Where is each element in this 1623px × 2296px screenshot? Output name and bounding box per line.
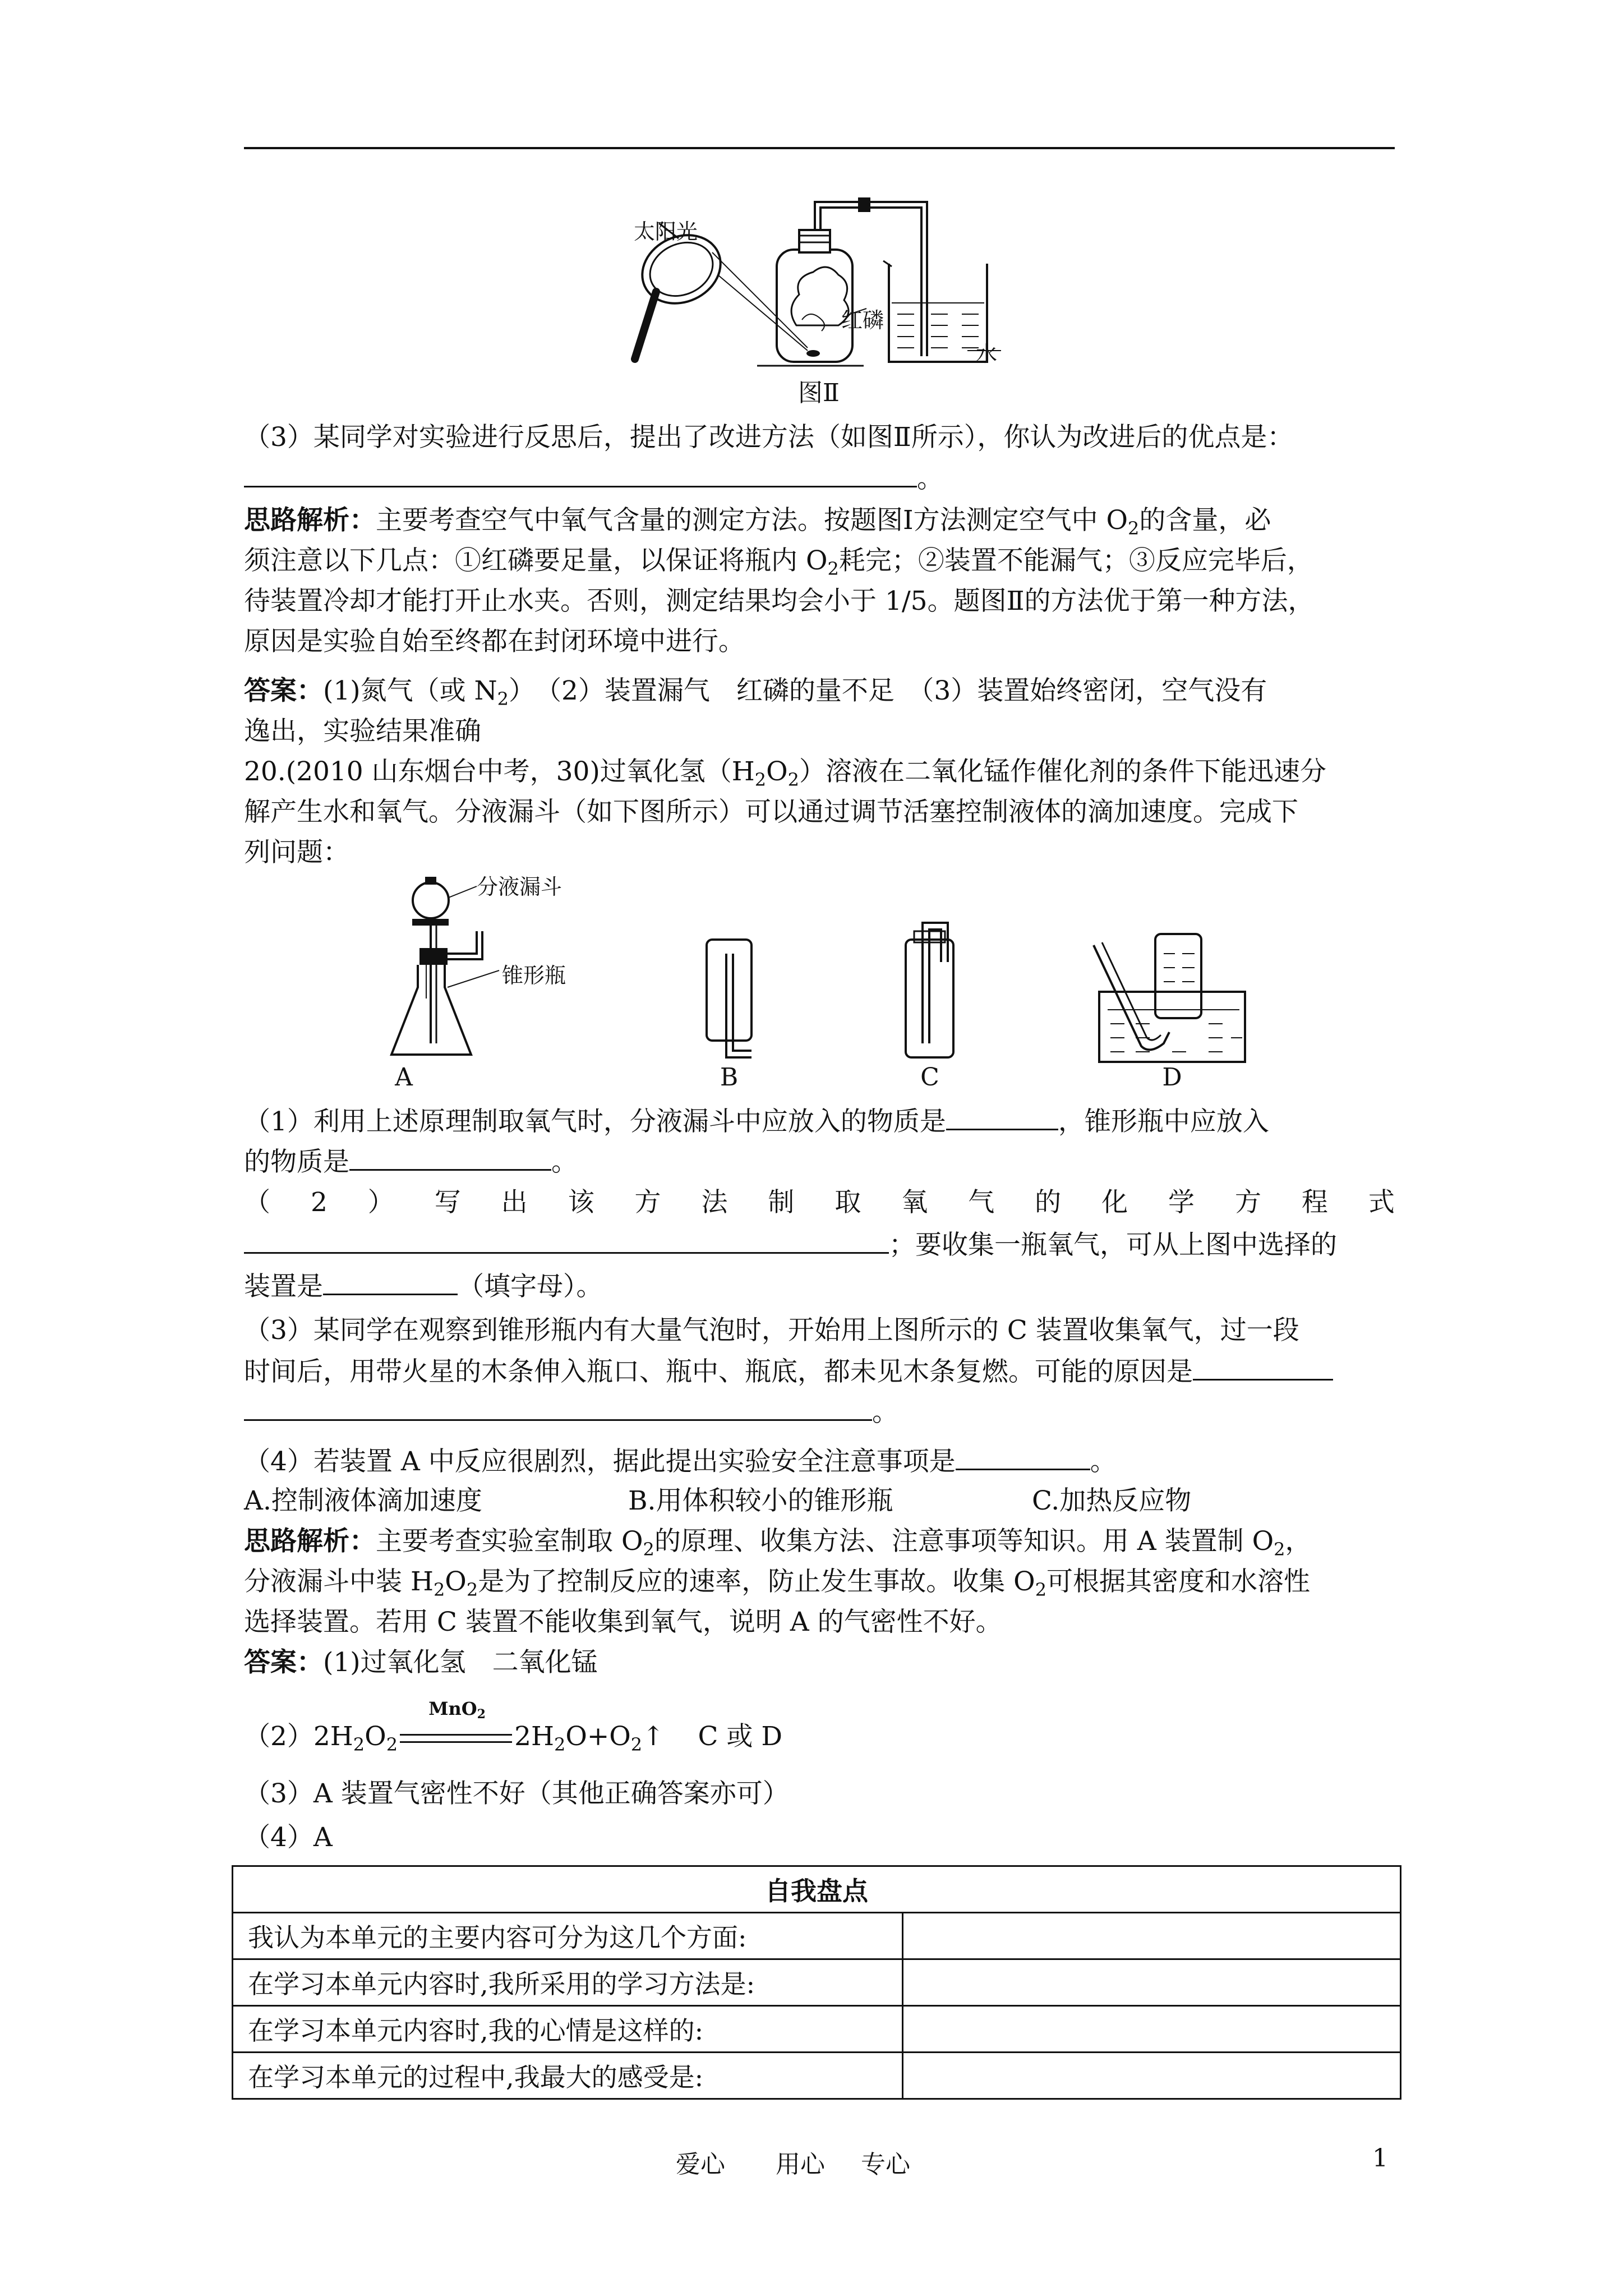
period: 。: [872, 1397, 898, 1428]
analysis-text: 耗完；②装置不能漏气；③反应完毕后，: [838, 545, 1313, 576]
question-text: 装置是: [244, 1271, 323, 1302]
subscript: 2: [827, 558, 839, 579]
q20-1-line-2: [244, 1141, 1395, 1182]
funnel-label: 分液漏斗: [477, 875, 562, 899]
page-number: 1: [1372, 2144, 1388, 2173]
analysis-text: 须注意以下几点：①红磷要足量，以保证将瓶内 O: [244, 545, 828, 576]
analysis-text: 是为了控制反应的速率，防止发生事故。收集 O: [478, 1566, 1035, 1597]
gas-arrow: ↑: [642, 1721, 665, 1752]
equation-blank[interactable]: [244, 1224, 889, 1254]
analysis-label: 思路解析：: [244, 1526, 376, 1557]
apparatus-label-b: B: [720, 1063, 739, 1092]
footer-motto-3: 专心: [861, 2150, 910, 2179]
row-answer-cell[interactable]: [903, 2006, 1401, 2053]
analysis-text: 主要考查实验室制取 O: [376, 1526, 643, 1557]
figure-2-caption: 图Ⅱ: [798, 379, 840, 407]
char: 氧: [901, 1187, 928, 1218]
equation-text: （2）2H: [244, 1721, 353, 1752]
analysis-label: 思路解析：: [244, 505, 376, 536]
subscript: 2: [754, 769, 767, 790]
table-row: [233, 2006, 1401, 2053]
char: 方: [1234, 1187, 1261, 1218]
apparatus-choice-blank[interactable]: [323, 1266, 458, 1295]
water: [892, 303, 984, 348]
answer-label: 答案：: [244, 675, 323, 706]
option-a[interactable]: A.控制液体滴加速度: [244, 1485, 482, 1516]
analysis-1-line-4: 原因是实验自始至终都在封闭环境中进行。: [244, 626, 745, 657]
apparatus-label-a: A: [395, 1063, 413, 1092]
answer-blank[interactable]: [244, 458, 917, 487]
char: 写: [434, 1187, 461, 1218]
analysis-2-line-1: [244, 1521, 1395, 1562]
analysis-1-line-1: [244, 500, 1395, 541]
question-text: （1）利用上述原理制取氧气时，分液漏斗中应放入的物质是: [244, 1106, 946, 1137]
safety-blank[interactable]: [956, 1441, 1090, 1470]
header-rule: [244, 147, 1395, 149]
footer-motto-1: 爱心: [676, 2150, 725, 2179]
char: 取: [834, 1187, 861, 1218]
question-20-line-1: [244, 752, 1395, 792]
subscript: 2: [1128, 518, 1140, 539]
table-row: [233, 1913, 1401, 1959]
answer-text: (1)过氧化氢 二氧化锰: [323, 1647, 598, 1678]
question-text: 。: [551, 1147, 578, 1177]
analysis-text: 主要考查空气中氧气含量的测定方法。按题图Ⅰ方法测定空气中 O: [376, 505, 1128, 536]
equation-double-bar: [400, 1734, 512, 1743]
question-text: O: [766, 756, 788, 787]
clamp: [858, 197, 870, 212]
row-prompt: 在学习本单元内容时,我所采用的学习方法是:: [233, 1959, 903, 2006]
char: 学: [1168, 1187, 1195, 1218]
char: 2: [310, 1187, 328, 1218]
apparatus-d: [1094, 934, 1245, 1062]
footer-motto-2: 用心: [776, 2150, 825, 2179]
table-header-row: [233, 1866, 1401, 1913]
row-answer-cell[interactable]: [903, 2053, 1401, 2099]
equation-catalyst: [401, 1697, 513, 1720]
answer-2-line-3: （3）A 装置气密性不好（其他正确答案亦可）: [244, 1778, 789, 1809]
apparatus-b: [707, 940, 751, 1057]
row-prompt: 在学习本单元的过程中,我最大的感受是:: [233, 2053, 903, 2099]
q20-3-line-3: [244, 1391, 1395, 1433]
char: 气: [968, 1187, 995, 1218]
subscript: 2: [497, 688, 509, 710]
analysis-text: 的原理、收集方法、注意事项等知识。用 A 装置制 O: [654, 1526, 1274, 1557]
analysis-text: ，: [1285, 1526, 1312, 1557]
period: 。: [1090, 1446, 1117, 1477]
char: 该: [568, 1187, 594, 1218]
equation-text: 2H: [514, 1721, 554, 1752]
apparatus-a: [391, 877, 499, 1055]
question-text: 时间后，用带火星的木条伸入瓶口、瓶中、瓶底，都未见木条复燃。可能的原因是: [244, 1356, 1193, 1387]
char: 方: [634, 1187, 661, 1218]
apparatus-label-d: D: [1162, 1063, 1182, 1092]
flask-label: 锥形瓶: [502, 963, 566, 988]
apparatus-c: [906, 923, 953, 1057]
catalyst-text: MnO: [428, 1698, 477, 1719]
self-check-title: 自我盘点: [233, 1866, 1401, 1913]
smoke: [791, 267, 849, 325]
question-text: （4）若装置 A 中反应很剧烈，据此提出实验安全注意事项是: [244, 1446, 956, 1477]
char: 法: [701, 1187, 728, 1218]
subscript: 2: [643, 1539, 654, 1560]
q20-3-line-2: [244, 1351, 1395, 1392]
q20-1-line-1: [244, 1101, 1395, 1142]
reason-blank[interactable]: [1193, 1351, 1333, 1381]
analysis-text: 可根据其密度和水溶性: [1046, 1566, 1311, 1597]
question-text: （填字母）。: [458, 1271, 603, 1302]
answer-1-line-1: [244, 671, 1395, 711]
magnifier-handle: [635, 292, 656, 359]
answer-2-line-1: [244, 1642, 1395, 1683]
equation-answer: C 或 D: [698, 1721, 783, 1752]
self-check-table: [232, 1865, 1401, 2100]
char: 式: [1368, 1187, 1395, 1218]
question-text: ）溶液在二氧化锰作催化剂的条件下能迅速分: [799, 756, 1327, 787]
row-prompt: 我认为本单元的主要内容可分为这几个方面:: [233, 1913, 903, 1959]
question-3-text: （3）某同学对实验进行反思后，提出了改进方法（如图Ⅱ所示），你认为改进后的优点是：: [244, 422, 1294, 453]
char: 程: [1301, 1187, 1328, 1218]
q20-2-line-1: [244, 1182, 1395, 1223]
question-text: 的物质是: [244, 1147, 349, 1177]
analysis-2-line-2: [244, 1562, 1395, 1602]
char: 出: [501, 1187, 528, 1218]
beaker: [889, 264, 987, 362]
subscript: 2: [477, 1707, 486, 1722]
table-row: [233, 2053, 1401, 2099]
analysis-1-line-3: 待装置冷却才能打开止水夹。否则，测定结果均会小于 1/5。题图Ⅱ的方法优于第一种方法，: [244, 586, 1315, 616]
char: 的: [1035, 1187, 1062, 1218]
option-c[interactable]: C.加热反应物: [1032, 1485, 1192, 1516]
question-text: ，锥形瓶中应放入: [1058, 1106, 1269, 1137]
question-text: ；要收集一瓶氧气，可从上图中选择的: [889, 1230, 1337, 1260]
phosphorus-label: 红磷: [841, 308, 884, 333]
analysis-1-line-2: [244, 541, 1395, 581]
row-answer-cell[interactable]: [903, 1959, 1401, 2006]
table-row: [233, 1959, 1401, 2006]
char: ）: [367, 1187, 394, 1218]
sun-label: 太阳光: [634, 219, 698, 244]
q20-4-line-1: [244, 1441, 1395, 1482]
char: （: [244, 1187, 270, 1218]
option-b[interactable]: B.用体积较小的锥形瓶: [628, 1485, 893, 1516]
water-label: 水: [976, 342, 998, 366]
question-20-line-3: 列问题：: [244, 837, 349, 868]
equation-text: O+O: [565, 1721, 631, 1752]
apparatus-label-c: C: [920, 1063, 939, 1092]
analysis-text: O: [445, 1566, 467, 1597]
row-answer-cell[interactable]: [903, 1913, 1401, 1959]
analysis-2-line-3: 选择装置。若用 C 装置不能收集到氧气，说明 A 的气密性不好。: [244, 1607, 1002, 1637]
char: 制: [768, 1187, 795, 1218]
subscript: 2: [787, 769, 800, 790]
row-prompt: 在学习本单元内容时,我的心情是这样的:: [233, 2006, 903, 2053]
subscript: 2: [466, 1579, 478, 1600]
char: 化: [1101, 1187, 1128, 1218]
answer-text: ） （2）装置漏气 红磷的量不足 （3）装置始终密闭，空气没有: [509, 675, 1267, 706]
question-text: 20.(2010 山东烟台中考，30)过氧化氢（H: [244, 756, 755, 787]
answer-text: (1)氮气（或 N: [323, 675, 497, 706]
answer-1-line-2: 逸出，实验结果准确: [244, 716, 481, 747]
q20-2-line-2: [244, 1224, 1395, 1266]
subscript: 2: [433, 1579, 445, 1600]
flask-substance-blank[interactable]: [349, 1141, 551, 1171]
question-3-answer-line: [244, 458, 1395, 499]
chemical-equation: $(2)2H_2O_2$ MnO$_2$ $2H_2O+O_2↑$ C 或 D: [244, 1698, 783, 1755]
analysis-text: 分液漏斗中装 H: [244, 1566, 434, 1597]
answer-2-line-4: （4）A: [244, 1822, 333, 1853]
q20-3-line-1: （3）某同学在观察到锥形瓶内有大量气泡时，开始用上图所示的 C 装置收集氧气，过一段: [244, 1315, 1299, 1346]
analysis-text: 的含量，必: [1139, 505, 1271, 536]
subscript: 2: [1035, 1579, 1047, 1600]
question-20-line-2: 解产生水和氧气。分液漏斗（如下图所示）可以通过调节活塞控制液体的滴加速度。完成下: [244, 797, 1298, 827]
funnel-substance-blank[interactable]: [946, 1101, 1058, 1130]
q20-2-line-3: [244, 1266, 1395, 1307]
reason-blank-continued[interactable]: [244, 1391, 872, 1421]
subscript: 2: [1274, 1539, 1285, 1560]
question-3: [244, 417, 1395, 458]
answer-label: 答案：: [244, 1647, 323, 1678]
period: 。: [917, 463, 943, 494]
